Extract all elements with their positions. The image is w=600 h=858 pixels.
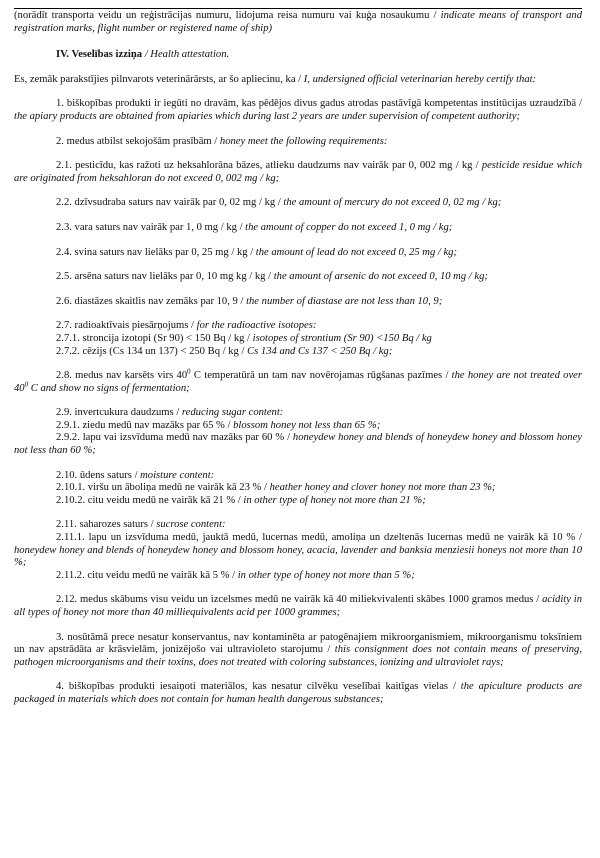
item-1-en: the apiary products are obtained from apiaries which during last 2 years are under supervision of competent authority; <box>14 110 520 122</box>
item-2-9 <box>14 407 582 420</box>
item-4-lv: 4. biškopības produkti iesaiņoti materiālos, kas nesatur cilvēku veselībai kaitīgas vielas / <box>56 681 461 693</box>
item-2-6-en: the number of diastase are not less than 10, 9; <box>246 295 443 307</box>
item-2-9-group <box>14 407 582 457</box>
transport-note-en: indicate means of transport and registration marks, flight number or registered name of ship) <box>14 10 582 34</box>
item-1-lv: 1. biškopības produkti ir iegūti no dravām, kas pēdējos divus gadus atrodas pastāvīgā kompetentas institūcijas uzraudzībā / <box>56 98 582 110</box>
item-2-7-lv: 2.7. radioaktīvais piesārņojums / <box>56 320 197 332</box>
item-2-9-2-en: honeydew honey and blends of honeydew honey and blossom honey not less than 60 %; <box>14 432 582 457</box>
item-4 <box>14 681 582 706</box>
item-2-10-2 <box>14 495 582 508</box>
item-2-4-en: the amount of lead do not exceed 0, 25 mg / kg; <box>255 246 458 258</box>
item-2-5 <box>14 271 582 284</box>
item-2-7-group <box>14 320 582 358</box>
item-2-2-en: the amount of mercury do not exceed 0, 02 mg / kg; <box>283 197 502 209</box>
item-2-11-lv: 2.11. saharozes saturs / <box>56 519 157 531</box>
item-2-10 <box>14 470 582 483</box>
item-2-11-group <box>14 519 582 582</box>
item-2-3-en: the amount of copper do not exceed 1, 0 mg / kg; <box>245 221 453 233</box>
item-2-9-1-lv: 2.9.1. ziedu medū nav mazāks par 65 % / <box>56 419 234 431</box>
item-2-11 <box>14 519 582 532</box>
item-2-3 <box>14 222 582 235</box>
item-2-8-en-sup: 0 <box>24 380 29 389</box>
item-2-1-en: pesticide residue which are originated from heksahloran do not exceed 0, 002 mg / kg; <box>14 160 582 184</box>
item-2-12-lv: 2.12. medus skābums visu veidu un izcelsmes medū ne vairāk kā 40 miliekvivalenti skābes 1000 gramos medus / <box>56 594 543 606</box>
intro-lv: Es, zemāk parakstījies pilnvarots veterinārārsts, ar šo apliecinu, ka / <box>14 73 304 85</box>
item-2-1-lv: 2.1. pesticīdu, kas ražoti uz heksahlorāna bāzes, atlieku daudzums nav vairāk par 0, 002 mg / kg / <box>56 160 482 172</box>
item-2-7-en: for the radioactive isotopes: <box>196 320 317 332</box>
item-3-lv: 3. nosūtāmā prece nesatur konservantus, nav kontaminēta ar patogēnajiem mikroorganismiem, mikroorganismu toksīniem un nav apstrādāta ar krāsvielām, jonizējošo vai ultravioleto starojumu / <box>14 631 582 656</box>
item-2-9-2-lv: 2.9.2. lapu vai izsvīduma medū nav mazāks par 60 % / <box>56 432 293 444</box>
item-2-7-1 <box>14 333 582 346</box>
item-2-8-lv-b: C temperatūrā un tam nav novērojamas rūgšanas pazīmes / <box>190 370 452 382</box>
item-2-2-lv: 2.2. dzīvsudraba saturs nav vairāk par 0, 02 mg / kg / <box>56 197 284 209</box>
item-2-8 <box>14 367 582 395</box>
item-2-10-lv: 2.10. ūdens saturs / <box>56 469 141 481</box>
item-2-10-2-lv: 2.10.2. citu veidu medū ne vairāk kā 21 % / <box>56 494 244 506</box>
item-2-10-1-en: heather honey and clover honey not more than 23 %; <box>269 482 496 494</box>
item-2-9-2 <box>14 432 582 457</box>
item-2-7-2-lv: 2.7.2. cēzijs (Cs 134 un 137) < 250 Bq / kg / <box>56 345 248 357</box>
item-2-9-en: reducing sugar content: <box>181 407 284 419</box>
item-2-6 <box>14 296 582 309</box>
item-2-11-en: sucrose content: <box>156 519 226 531</box>
item-2-en: honey meet the following requirements: <box>219 135 388 147</box>
item-2-11-1-lv: 2.11.1. lapu un izsvīduma medū, jauktā medū, lucernas medū, amoliņa un dzeltenās lucernas medū ne vairāk kā 10 % / <box>56 532 582 544</box>
intro-paragraph <box>14 74 582 87</box>
section-heading-lv: IV. Veselības izziņa <box>56 49 143 61</box>
item-2-4-lv: 2.4. svina saturs nav lielāks par 0, 25 mg / kg / <box>56 246 256 258</box>
item-2-7-1-en: isotopes of strontium (Sr 90) <150 Bq / kg <box>252 332 432 344</box>
item-2-11-2 <box>14 570 582 583</box>
item-2-7-2-en: Cs 134 and Cs 137 < 250 Bq / kg; <box>247 345 393 357</box>
item-2-8-en-a: the honey are not treated over 40 <box>14 370 582 394</box>
item-2-8-lv-a: 2.8. medus nav karsēts virs 40 <box>56 370 188 382</box>
item-2-10-en: moisture content: <box>140 469 215 481</box>
section-heading-en: / Health attestation. <box>142 49 230 61</box>
item-4-en: the apiculture products are packaged in materials which does not contain for human health dangerous substances; <box>14 681 583 705</box>
item-2-6-lv: 2.6. diastāzes skaitlis nav zemāks par 10, 9 / <box>56 295 247 307</box>
item-2-11-2-en: in other type of honey not more than 5 %; <box>237 569 415 581</box>
item-2-11-1 <box>14 532 582 570</box>
item-2-8-en-b: C and show no signs of fermentation; <box>28 382 190 394</box>
item-2-11-2-lv: 2.11.2. citu veidu medū ne vairāk kā 5 % / <box>56 569 238 581</box>
item-2-3-lv: 2.3. vara saturs nav vairāk par 1, 0 mg / kg / <box>56 221 246 233</box>
item-2-lv: 2. medus atbilst sekojošām prasībām / <box>56 135 220 147</box>
item-2-12 <box>14 594 582 619</box>
item-2-7-1-lv: 2.7.1. stroncija izotopi (Sr 90) < 150 Bq / kg / <box>56 332 253 344</box>
item-2-10-1-lv: 2.10.1. viršu un āboliņa medū ne vairāk kā 23 % / <box>56 482 270 494</box>
item-2-5-en: the amount of arsenic do not exceed 0, 10 mg / kg; <box>273 271 488 283</box>
item-1 <box>14 98 582 123</box>
item-2-9-lv: 2.9. invertcukura daudzums / <box>56 407 182 419</box>
item-2-10-1 <box>14 482 582 495</box>
section-heading <box>14 49 582 62</box>
transport-note <box>14 10 582 35</box>
top-rule <box>14 8 582 9</box>
item-2 <box>14 136 582 149</box>
item-2-9-1 <box>14 420 582 433</box>
item-2-5-lv: 2.5. arsēna saturs nav lielāks par 0, 10 mg kg / kg / <box>56 271 274 283</box>
item-2-10-2-en: in other type of honey not more than 21 %; <box>243 494 426 506</box>
item-2-11-1-en: honeydew honey and blends of honeydew honey and blossom honey, acacia, lavender and banksia menziesii honeys not more than 10 %; <box>14 544 582 569</box>
item-2-1 <box>14 160 582 185</box>
item-2-2 <box>14 197 582 210</box>
item-2-12-en: acidity in all types of honey not more than 40 milliequivalents acid per 1000 grammes; <box>14 594 582 618</box>
item-2-7-2 <box>14 346 582 359</box>
item-2-8-lv-sup: 0 <box>187 367 191 376</box>
transport-note-lv: (norādīt transporta veidu un reģistrācijas numuru, lidojuma reisa numuru vai kuģa nosaukumu / <box>14 10 441 21</box>
item-3-en: this consignment does not contain means of preserving, pathogen microorganisms and their toxins, does not treated with coloring substances, ionizing and ultraviolet rays; <box>14 644 583 668</box>
item-3 <box>14 632 582 670</box>
item-2-10-group <box>14 470 582 508</box>
item-2-7 <box>14 320 582 333</box>
item-2-9-1-en: blossom honey not less than 65 %; <box>233 419 381 431</box>
item-2-4 <box>14 247 582 260</box>
intro-en: I, undersigned official veterinarian hereby certify that: <box>303 73 537 85</box>
